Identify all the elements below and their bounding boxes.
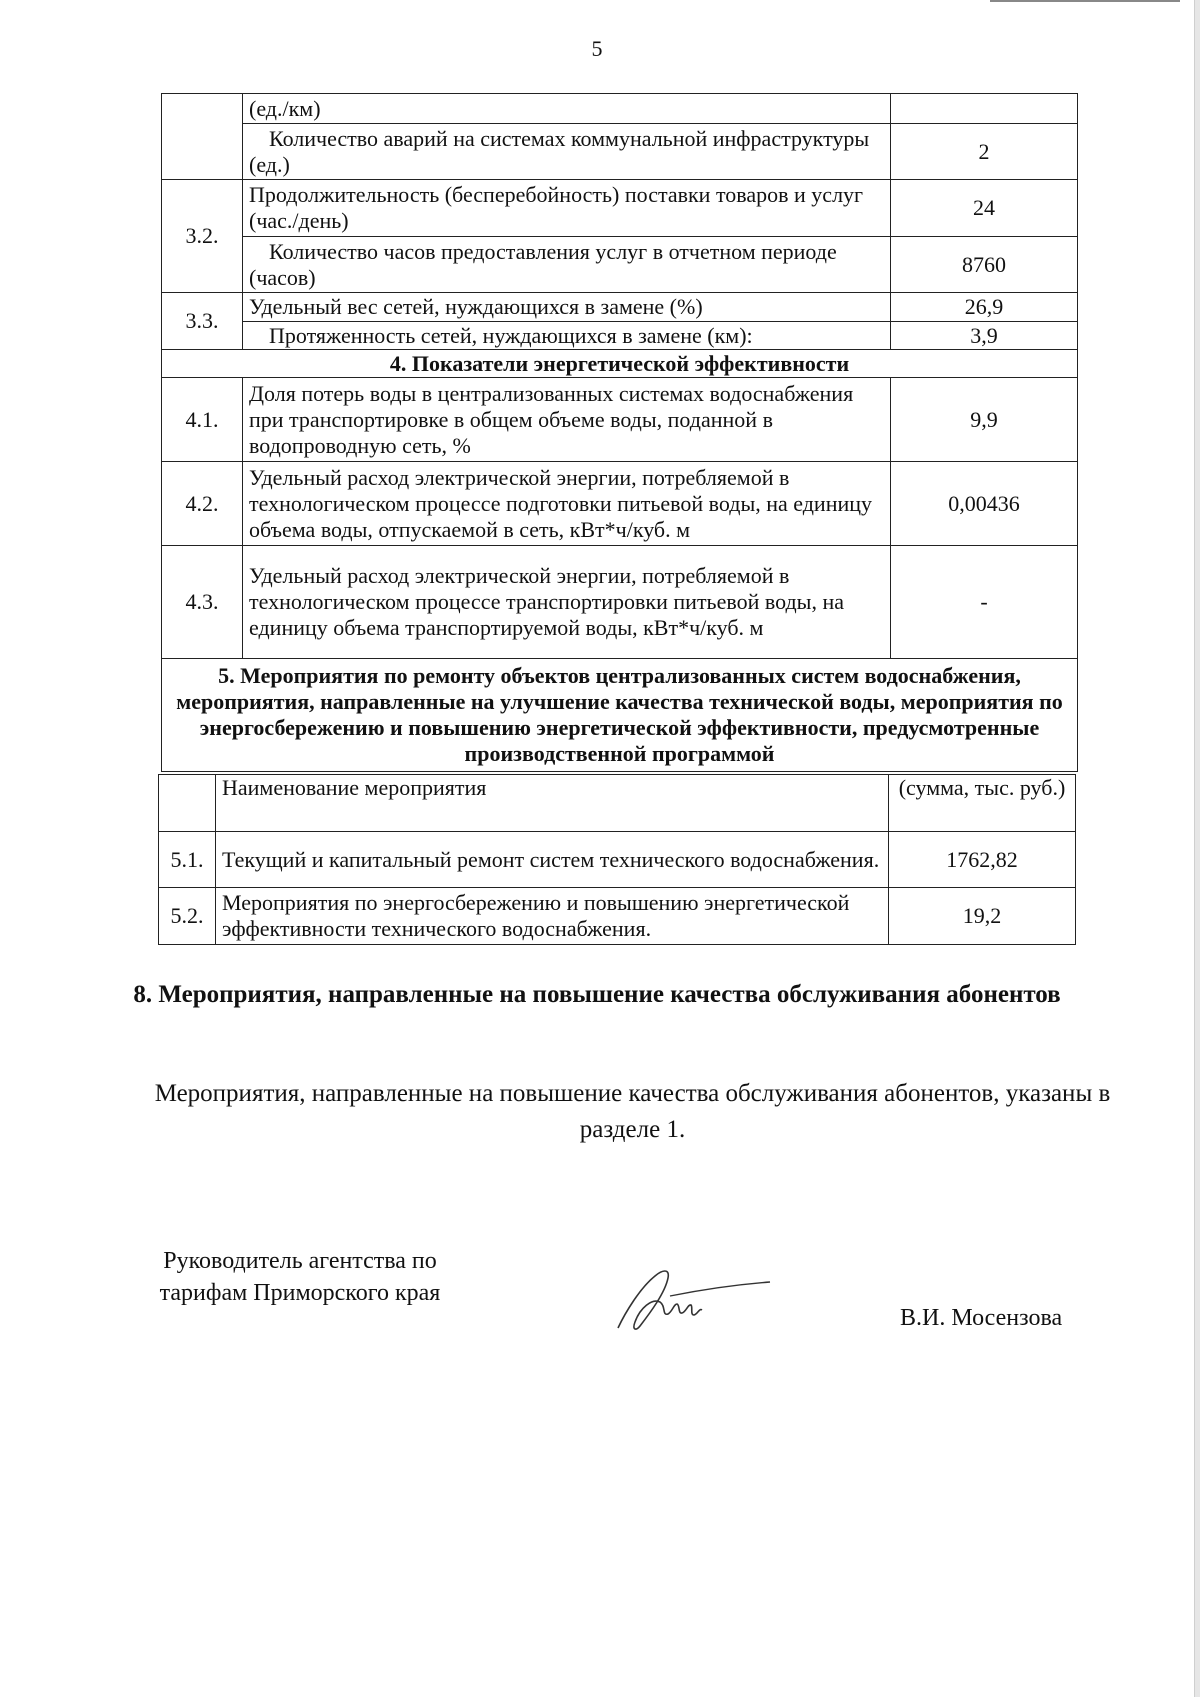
- section-8-text: Мероприятия, направленные на повышение качества обслуживания абонентов, указаны в разделе 1.: [154, 1080, 1111, 1143]
- section-5-title: 5. Мероприятия по ремонту объектов централизованных систем водоснабжения, мероприятия, направленные на улучшение качества технической воды, мероприятия по энергосбережению и повышению энергетической эффективности, предусмотренные производственной программой: [162, 659, 1078, 772]
- indicator-value: 24: [891, 180, 1078, 237]
- indicator-label: Количество часов предоставления услуг в отчетном периоде (часов): [243, 237, 891, 293]
- indicator-value: 2: [891, 124, 1078, 180]
- indicator-label: Удельный вес сетей, нуждающихся в замене (%): [243, 293, 891, 322]
- indicator-value: 0,00436: [891, 462, 1078, 546]
- section-8-title: 8. Мероприятия, направленные на повышение качества обслуживания абонентов: [133, 981, 1061, 1008]
- indicator-value: 8760: [891, 237, 1078, 293]
- indicator-value: 3,9: [891, 322, 1078, 350]
- header-measure-name: Наименование мероприятия: [216, 775, 889, 832]
- measures-table: [158, 774, 1076, 945]
- indicator-label: Доля потерь воды в централизованных системах водоснабжения при транспортировке в общем объеме воды, поданной в водопроводную сеть, %: [243, 378, 891, 462]
- indicator-value: 26,9: [891, 293, 1078, 322]
- table-cell-empty: [162, 94, 243, 180]
- table-cell-empty: [159, 775, 216, 832]
- measure-value: 1762,82: [889, 832, 1076, 888]
- signatory-name: В.И. Мосензова: [900, 1305, 1063, 1331]
- row-number: 4.1.: [162, 378, 243, 462]
- section-4-title: 4. Показатели энергетической эффективности: [162, 350, 1078, 378]
- row-number: 5.2.: [159, 888, 216, 945]
- indicator-value: -: [891, 546, 1078, 659]
- row-number: 5.1.: [159, 832, 216, 888]
- row-number: 4.2.: [162, 462, 243, 546]
- measure-label: Текущий и капитальный ремонт систем технического водоснабжения.: [216, 832, 889, 888]
- indicators-table: [161, 93, 1078, 772]
- indicator-value-empty: [891, 94, 1078, 124]
- header-sum: (сумма, тыс. руб.): [889, 775, 1076, 832]
- indicator-label: (ед./км): [243, 94, 891, 124]
- measure-label: Мероприятия по энергосбережению и повышению энергетической эффективности технического водоснабжения.: [216, 888, 889, 945]
- measure-value: 19,2: [889, 888, 1076, 945]
- scan-edge-mark: [990, 0, 1180, 2]
- row-number: 3.3.: [162, 293, 243, 350]
- signatory-position: Руководитель агентства по тарифам Приморского края: [159, 1248, 441, 1306]
- indicator-label: Протяженность сетей, нуждающихся в замене (км):: [243, 322, 891, 350]
- indicator-label: Продолжительность (бесперебойность) поставки товаров и услуг (час./день): [243, 180, 891, 237]
- indicator-value: 9,9: [891, 378, 1078, 462]
- indicator-label: Удельный расход электрической энергии, потребляемой в технологическом процессе подготовки питьевой воды, на единицу объема воды, отпускаемой в сеть, кВт*ч/куб. м: [243, 462, 891, 546]
- row-number: 4.3.: [162, 546, 243, 659]
- page-number: 5: [591, 36, 603, 61]
- indicator-label: Удельный расход электрической энергии, потребляемой в технологическом процессе транспортировки питьевой воды, на единицу объема транспортируемой воды, кВт*ч/куб. м: [243, 546, 891, 659]
- handwritten-signature: [610, 1258, 780, 1338]
- row-number: 3.2.: [162, 180, 243, 293]
- indicator-label: Количество аварий на системах коммунальной инфраструктуры (ед.): [243, 124, 891, 180]
